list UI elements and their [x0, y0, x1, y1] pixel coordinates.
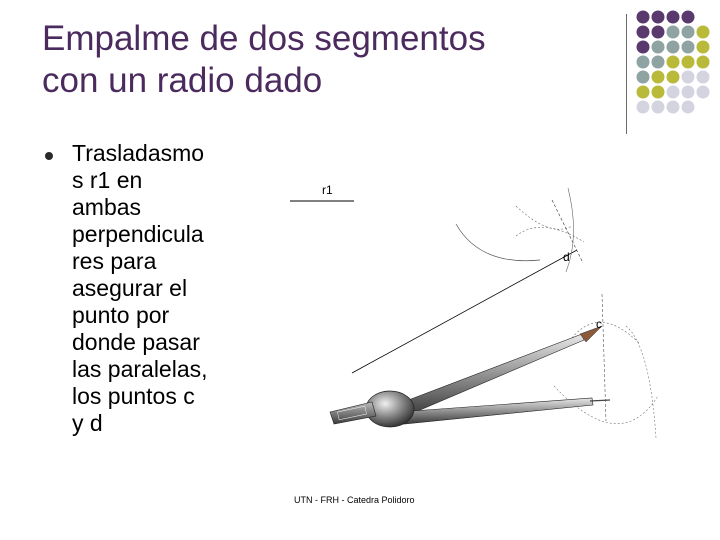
perpendicular-line-2: [602, 294, 606, 421]
point-d-label: d: [563, 250, 570, 264]
compass-needle: [590, 400, 610, 401]
bullet-icon: [45, 152, 53, 160]
dot-grid-decoration-icon: [636, 10, 720, 118]
construction-figure: [280, 176, 680, 466]
bullet-line: las paralelas,: [72, 356, 208, 382]
bullet-line: donde pasar: [72, 329, 200, 355]
construction-arc: [516, 206, 572, 229]
bullet-text: [72, 140, 230, 437]
bullet-line: perpendicula: [72, 221, 204, 247]
decorative-divider: [626, 14, 627, 134]
compass-grip: [330, 402, 376, 424]
bullet-line: res para: [72, 248, 157, 274]
bullet-line: ambas: [72, 194, 142, 220]
footer-text: UTN - FRH - Catedra Polidoro: [294, 495, 415, 505]
slide-title: [42, 18, 602, 102]
bullet-line: asegurar el: [72, 275, 188, 301]
bullet-line: punto por: [72, 302, 170, 328]
title-line-1: Empalme de dos segmentos: [42, 19, 486, 58]
bullet-line: s r1 en: [72, 167, 143, 193]
point-c-label: c: [596, 317, 602, 331]
bullet-line: Trasladasmo: [72, 140, 205, 166]
title-line-2: con un radio dado: [42, 61, 323, 100]
bullet-line: los puntos c: [72, 383, 195, 409]
r1-label: r1: [322, 183, 333, 197]
bullet-line: y d: [72, 410, 103, 436]
